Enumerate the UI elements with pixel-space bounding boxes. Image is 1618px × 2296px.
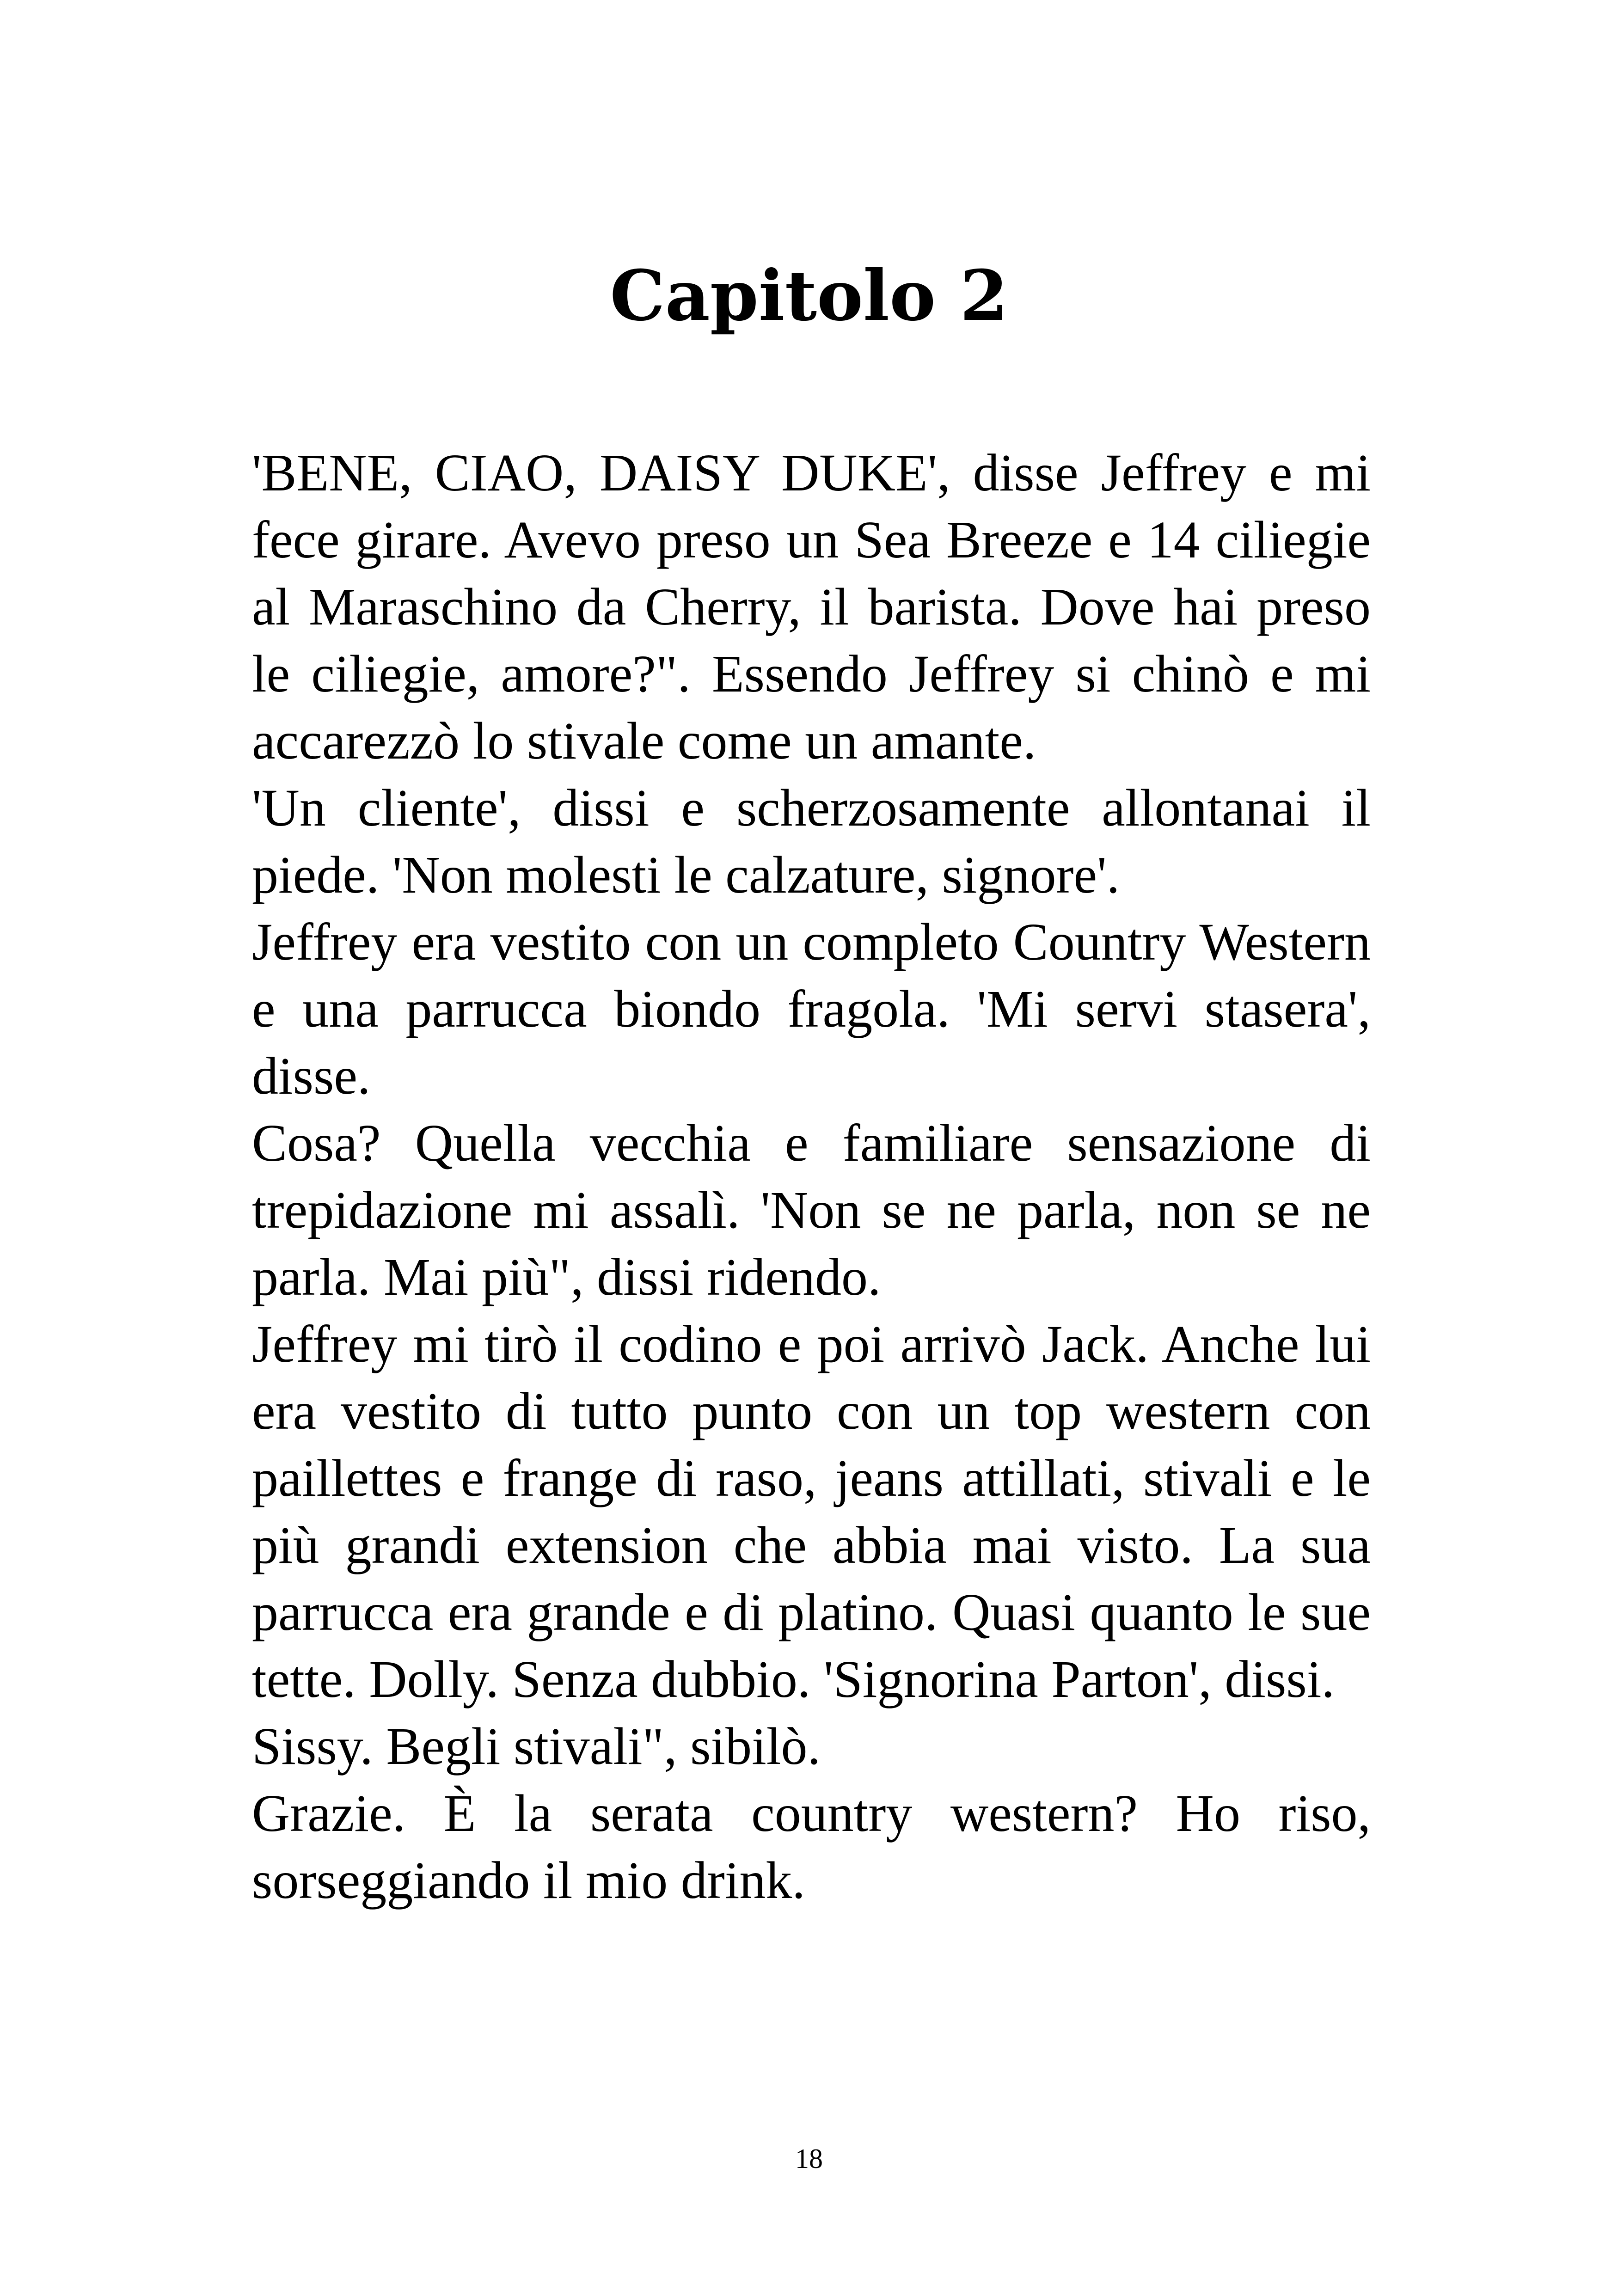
paragraph: Jeffrey era vestito con un completo Country Western e una parrucca biondo fragola. 'Mi servi stasera', disse. (252, 912, 1371, 1105)
paragraph: Cosa? Quella vecchia e familiare sensazione di trepidazione mi assalì. 'Non se ne parla, non se ne parla. Mai più", dissi ridendo. (252, 1114, 1371, 1306)
paragraph: 'BENE, CIAO, DAISY DUKE', disse Jeffrey e mi fece girare. Avevo preso un Sea Breeze e 14 ciliegie al Maraschino da Cherry, il barista. Dove hai preso le ciliegie, amore?". Essendo Jeffrey si chinò e mi accarezzò lo stivale come un amante. (252, 443, 1371, 770)
page-number: 18 (795, 2143, 823, 2174)
paragraph: Sissy. Begli stivali", sibilò. (252, 1717, 821, 1776)
paragraph: Jeffrey mi tirò il codino e poi arrivò Jack. Anche lui era vestito di tutto punto con un top western con paillettes e frange di raso, jeans attillati, stivali e le più grandi extension che abbia mai visto. La sua parrucca era grande e di platino. Quasi quanto le sue tette. Dolly. Senza dubbio. 'Signorina Parton', dissi. (252, 1315, 1371, 1708)
paragraph: Grazie. È la serata country western? Ho riso, sorseggiando il mio drink. (252, 1784, 1371, 1910)
paragraph: 'Un cliente', dissi e scherzosamente allontanai il piede. 'Non molesti le calzature, signore'. (252, 778, 1371, 904)
chapter-title: Capitolo 2 (610, 255, 1008, 337)
chapter-body (252, 439, 1371, 1914)
